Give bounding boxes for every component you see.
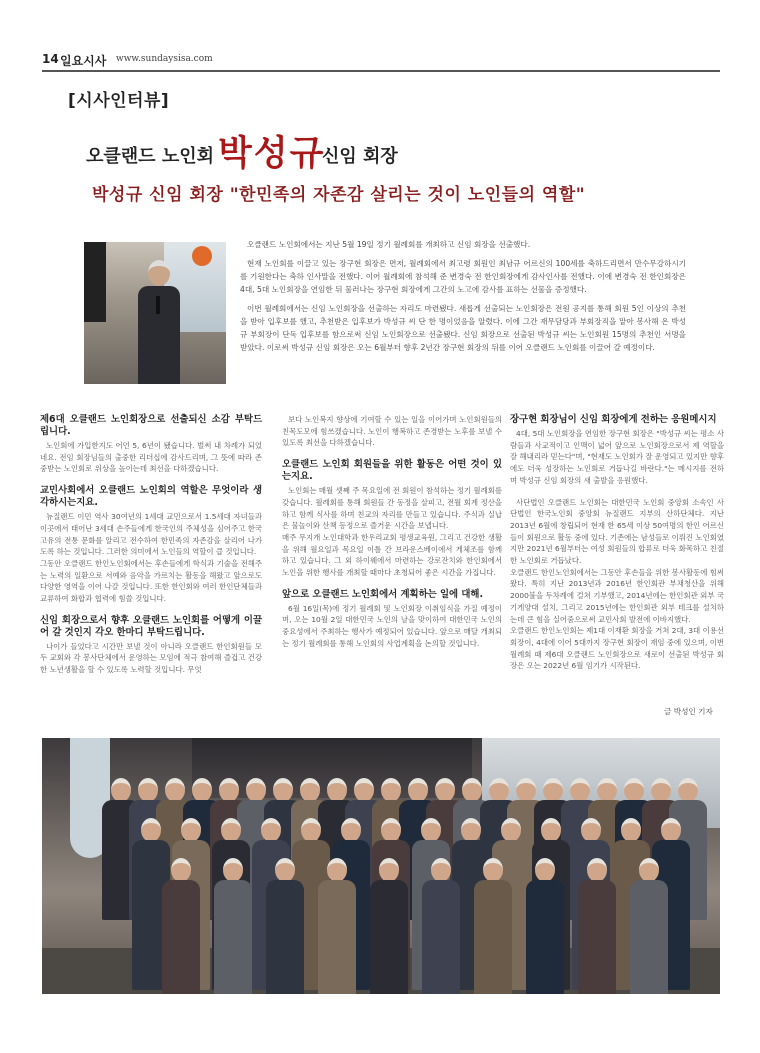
person-head <box>138 778 158 802</box>
answer-text: 사단법인 오클랜드 노인회는 대한민국 노인회 중앙회 소속인 사단법인 한국노인회 중앙회 뉴질랜드 지부의 산하단체다. 지난 2013년 6월에 창립되어 현재 한 65세 이상 50여명의 한인 어르신들이 회원으로 활동 중에 있다. 기존에는 남성들로 이뤄진 노인회였지만 2021년 6월부터는 여성 회원들의 합류로 더욱 화목하고 친절한 노인회로 거듭났다. 오클랜드 한인노인회에서는 그동안 후손들을 위한 봉사활동에 힘써왔다. 특히 지난 2013년과 2016년 한인회관 부채청산을 위해 2000불을 두차례에 걸쳐 기부했고, 2014년에는 한인회관 외부 국기게양대 설치, 그리고 2015년에는 한인회관 외부 테크를 설치하는데 큰 힘을 실어줌으로써 교민사회 발전에 이바지했다. 오클랜드 한인노인회는 제1대 이재환 회장을 거쳐 2대, 3대 이용선 회장이, 4대에 이어 5대까지 장구현 회장이 재임 중에 있으며, 이번 월례회 때 제6대 오클랜드 노인회장으로 새로이 선출된 박성규 회장은 오는 2022년 6월 임기가 시작된다. <box>510 497 725 671</box>
person-head <box>461 818 481 842</box>
answer-text: 4대, 5대 노인회장을 연임한 장구현 회장은 "박성규 씨는 평소 사람들과 사교적이고 인맥이 넓어 앞으로 노인회장으로서 제 역할을 잘 해내리라 믿는다"며, "현재도 노인회가 잘 운영되고 있지만 향후에도 더욱 성장하는 노인회로 거듭나길 바란다."는 메시지를 전하며 박성규 신임 회장의 새 출발을 응원했다. <box>510 429 724 485</box>
portrait-photo <box>84 242 226 384</box>
page-number: 14 <box>42 52 59 66</box>
person-head <box>246 778 266 802</box>
person-head <box>581 818 601 842</box>
person-head <box>111 778 131 802</box>
person-head <box>516 778 536 802</box>
person-body <box>630 880 668 994</box>
person-head <box>381 818 401 842</box>
person-head <box>141 818 161 842</box>
person-head <box>570 778 590 802</box>
person-head <box>489 778 509 802</box>
lead-paragraph: 이번 월례회에서는 신임 노인회장을 선출하는 자리도 마련됐다. 새롭게 선출되는 노인회장은 전원 공지를 통해 회원 5인 이상의 추천을 받아 입후보를 했고, 추천받은 입후보가 박성규 씨 단 한 명이었음을 알렸다. 이에 그간 재무담당과 부회장직을 맡아 봉사해 온 박성규 부회장이 단독 입후보를 함으로써 신임 노인회장으로 선출됐다. 신임 회장으로 선출된 박성규 씨는 노인회원 15명의 추천인 서명을 받았다. 이로써 박성규 신임 회장은 오는 6월부터 향후 2년간 장구현 회장의 뒤를 이어 오클랜드 노인회를 이끌어 갈 예정이다. <box>240 304 686 352</box>
person-body <box>162 880 200 994</box>
person-body <box>214 880 252 994</box>
person-head <box>639 858 659 882</box>
person-head <box>624 778 644 802</box>
photo-speaker <box>84 242 106 322</box>
person-head <box>501 818 521 842</box>
person-head <box>327 778 347 802</box>
byline: 글 박성인 기자 <box>664 707 713 716</box>
website-url: www.sundaysisa.com <box>116 54 213 64</box>
subtitle: 박성규 신임 회장 "한민족의 자존감 살리는 것이 노인들의 역할" <box>92 185 586 205</box>
person-head <box>275 858 295 882</box>
person-head <box>543 778 563 802</box>
person-head <box>587 858 607 882</box>
headline-prefix: 오클랜드 노인회 <box>86 146 214 167</box>
question-heading: 제6대 오클랜드 노인회장으로 선출되신 소감 부탁드립니다. <box>40 414 262 437</box>
person-head <box>181 818 201 842</box>
section-tag: [시사인터뷰] <box>68 91 170 111</box>
publication-name: 일요시사 <box>60 54 107 68</box>
person-head <box>261 818 281 842</box>
person-head <box>462 778 482 802</box>
person-head <box>541 818 561 842</box>
group-photo <box>42 738 720 994</box>
headline <box>86 126 686 176</box>
answer-text: 6월 16일(목)에 정기 월례회 및 노인회장 이취임식을 가질 예정이며, 오는 10월 2일 대한민국 노인의 날을 맞이하여 대한민국 노인의 중요성에서 주최하는 행사가 예정되어 있습니다. 앞으로 매달 개최되는 정기 월례회를 통해 노인회의 사업계획을 논의할 것입니다. <box>282 603 502 648</box>
person-head <box>435 778 455 802</box>
person-head <box>192 778 212 802</box>
person-head <box>341 818 361 842</box>
person-head <box>327 858 347 882</box>
person-head <box>171 858 191 882</box>
person-head <box>408 778 428 802</box>
person-head <box>431 858 451 882</box>
person-head <box>597 778 617 802</box>
person-body <box>422 880 460 994</box>
article-column-2 <box>282 414 502 660</box>
answer-text: 노인회에 가입한지도 어언 5, 6년이 됐습니다. 벌써 내 차례가 되었네요. 전임 회장님들의 출중한 리더십에 감사드리며, 그 뜻에 따라 존중받는 노인회로 위상을 높이는데 최선을 다하겠습니다. <box>40 441 262 474</box>
answer-text: 보다 노인복지 향상에 기여할 수 있는 일을 이어가며 노인회원들의 친목도모에 힘쓰겠습니다. 노인이 행복하고 존경받는 노후를 보낼 수 있도록 최선을 다하겠습니다. <box>282 415 502 448</box>
person-body <box>474 880 512 994</box>
microphone-icon <box>156 296 160 314</box>
answer-text: 나이가 들었다고 시간만 보낼 것이 아니라 오클랜드 한인회원들 모두 교회와 각 봉사단체에서 운영하는 모임에 적극 참여해 즐겁고 건강한 노년생활을 할 수 있도록 노력할 것입니다. 무엇 <box>40 641 262 675</box>
photo-speaker-person <box>138 260 178 384</box>
person-body <box>318 880 356 994</box>
question-heading: 신임 회장으로서 향후 오클랜드 노인회를 어떻게 이끌어 갈 것인지 각오 한마디 부탁드립니다. <box>40 614 262 638</box>
answer-text: 뉴질랜드 이민 역사 30여년의 1세대 교민으로서 1.5세대 자녀들과 이곳에서 태어난 3세대 손주들에게 한국인의 주체성을 심어주고 한국 고유의 전통 문화를 알리고 전수하여 한민족의 자존감을 살리어 나가도록 하는 것입니다. 그러한 의미에서 노인들의 역할이 큽 것입니다. 그동안 오클랜드 한인노인회에서는 후손들에게 학식과 기술을 전해주는 노력의 일환으로 서예와 음악을 가르치는 활동을 해왔고 앞으로도 다양한 영역을 이어 나갈 것입니다. 또한 한인회와 여러 한인단체들과 교류하여 화합과 협력에 힘쓸 것입니다. <box>40 512 262 604</box>
person-head <box>651 778 671 802</box>
person-head <box>273 778 293 802</box>
person-head <box>678 778 698 802</box>
person-head <box>381 778 401 802</box>
lead-paragraph: 오클랜드 노인회에서는 지난 5월 19일 정기 월례회를 개최하고 신임 회장을 선출했다. <box>247 240 531 249</box>
person-head <box>301 818 321 842</box>
answer-text: 노인회는 매월 셋째 주 목요일에 전 회원이 참석하는 정기 월례회를 갖습니다. 월례회를 통해 회원들 간 동정을 살피고, 전월 회계 정산을 하고 함께 식사를 하며 친교의 자리를 만들고 있습니다. 주식과 실납은 물놀이와 산책 등정으로 즐거운 시간을 보냅니다. 매주 무지개 노인대학과 한우리교회 평생교육원, 그리고 건강한 생활을 위해 월요일과 목요일 이틀 간 브라운스베이에서 게체조를 함께 하고 있습니다. 그 외 하이웨에서 마련하는 강로잔치와 한인회에서 노인을 위한 행사를 개최할 때마다 초청되어 좋은 시간을 가집니다. <box>282 486 502 578</box>
question-heading: 앞으로 오클랜드 노인회에서 계획하는 일에 대해. <box>282 588 484 600</box>
question-heading: 교민사회에서 오클랜드 노인회의 역할은 무엇이라 생각하시는지요. <box>40 485 262 509</box>
person-head <box>165 778 185 802</box>
person-body <box>370 880 408 994</box>
person-head <box>379 858 399 882</box>
person-head <box>535 858 555 882</box>
person-head <box>621 818 641 842</box>
person-body <box>526 880 564 994</box>
headline-name: 박성규 <box>218 133 326 174</box>
person-body <box>578 880 616 994</box>
person-head <box>223 858 243 882</box>
person-head <box>221 818 241 842</box>
person-head <box>219 778 239 802</box>
photo-sign <box>192 246 212 266</box>
person-body <box>266 880 304 994</box>
lead-text <box>240 238 686 360</box>
lead-paragraph: 현재 노인회를 이끌고 있는 장구현 회장은 면저, 월례회에서 최고령 회원인 최남규 어르신의 100세를 축하드리면서 만수무강하시기를 기원한다는 축하 인사말을 전했다. 이어 월례회에 참석해 준 변경숙 전 한인회장에게 감사인사를 전했다. 이에 변경숙 전 한인회장은 4대, 5대 노인회장을 연임한 뒤 물러나는 장구현 회장에게 그간의 노고에 감사를 표하는 선물을 증정했다. <box>240 259 686 294</box>
person-head <box>483 858 503 882</box>
person-head <box>661 818 681 842</box>
page-header <box>42 52 720 72</box>
article-column-3 <box>510 414 724 682</box>
person-head <box>421 818 441 842</box>
headline-suffix: 신임 회장 <box>322 146 398 167</box>
question-heading: 장구현 회장님이 신임 회장에게 전하는 응원메시지 <box>510 414 717 425</box>
question-heading: 오클랜드 노인회 회원들을 위한 활동은 어떤 것이 있는지요. <box>282 459 502 483</box>
article-column-1 <box>40 414 262 686</box>
person-head <box>148 260 170 286</box>
person-head <box>354 778 374 802</box>
person-head <box>300 778 320 802</box>
